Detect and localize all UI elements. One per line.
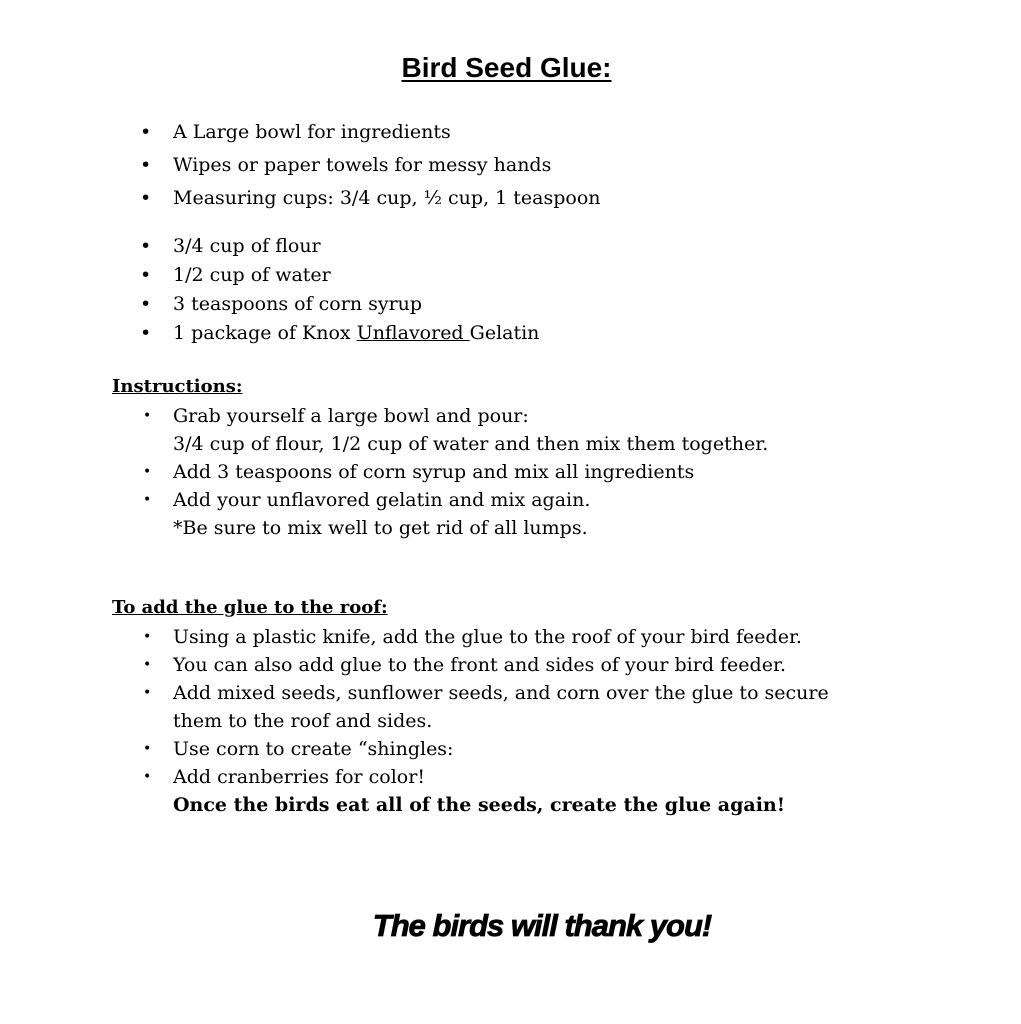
step-text-continued: them to the roof and sides. — [173, 710, 433, 732]
step-text: • Add cranberries for color! — [173, 766, 425, 788]
list-item — [140, 679, 829, 735]
footer-thanks: The birds will thank you! — [372, 908, 712, 943]
ingredients-list — [140, 232, 539, 348]
page-title: Bird Seed Glue: — [401, 52, 612, 83]
gelatin-text-suffix: Gelatin — [469, 322, 540, 344]
instructions-list — [140, 402, 768, 542]
list-item — [140, 763, 829, 819]
list-item: • A Large bowl for ingredients — [140, 116, 601, 149]
step-text: • Add your unflavored gelatin and mix again. — [173, 489, 591, 511]
list-item: • 1/2 cup of water — [140, 261, 539, 290]
list-item: • Measuring cups: 3/4 cup, ½ cup, 1 teaspoon — [140, 182, 601, 215]
closing-note: Once the birds eat all of the seeds, create the glue again! — [173, 794, 786, 816]
list-item — [140, 486, 768, 542]
roof-steps-list — [140, 623, 829, 819]
supplies-list — [140, 116, 601, 215]
list-item: • 3/4 cup of flour — [140, 232, 539, 261]
gelatin-text-prefix: 1 package of Knox — [173, 322, 357, 344]
step-text-continued: 3/4 cup of flour, 1/2 cup of water and then mix them together. — [173, 433, 769, 455]
step-text: • Add mixed seeds, sunflower seeds, and corn over the glue to secure — [173, 682, 829, 704]
list-item: • Use corn to create “shingles: — [140, 735, 829, 763]
list-item: • Add 3 teaspoons of corn syrup and mix all ingredients — [140, 458, 768, 486]
list-item: • You can also add glue to the front and sides of your bird feeder. — [140, 651, 829, 679]
list-item: • Using a plastic knife, add the glue to the roof of your bird feeder. — [140, 623, 829, 651]
roof-heading: To add the glue to the roof: — [112, 597, 388, 618]
step-note: *Be sure to mix well to get rid of all lumps. — [173, 517, 588, 539]
list-item: • Wipes or paper towels for messy hands — [140, 149, 601, 182]
unflavored-underlined-text: Unflavored — [356, 322, 470, 344]
list-item — [140, 402, 768, 458]
instructions-heading: Instructions: — [112, 376, 243, 397]
step-text: • Grab yourself a large bowl and pour: — [173, 405, 529, 427]
list-item — [140, 319, 539, 348]
list-item: • 3 teaspoons of corn syrup — [140, 290, 539, 319]
